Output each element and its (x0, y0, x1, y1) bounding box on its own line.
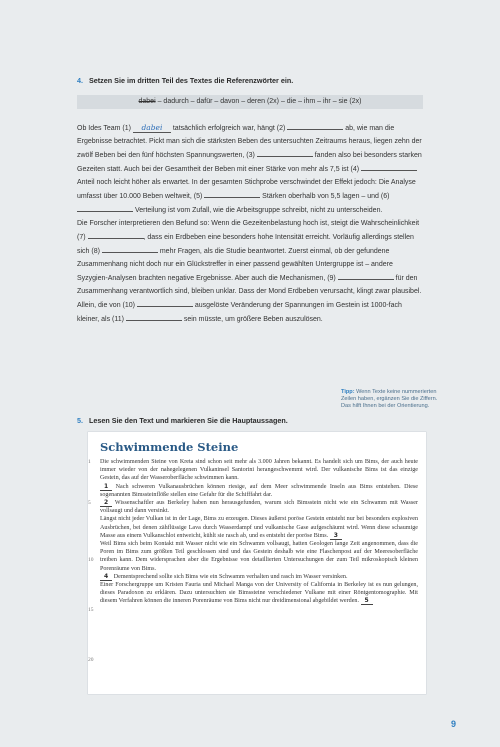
text-segment: Die Forscher interpretieren den Befund so: Wenn die Gezeitenbelastung hoch ist, steigt die Wahrscheinlichkeit (7) (77, 220, 420, 241)
article-paragraph (100, 458, 418, 515)
article-body (100, 458, 418, 606)
article-text: Die schwimmenden Steine von Kreta sind schon seit mehr als 3.000 Jahren bekannt. Es handelt sich um Bims, der auch heute immer wieder von der nahegelegenen Vulkaninsel Santorini herangeschwemmt wird. Der vulkanische Bims ist das einzige Gestein, das auf der Wasseroberfläche schwimmen kann. (100, 459, 418, 482)
text-segment: für den Zusammenhang verantwortlich sind, bleiben unklar. Dass der Mond Erdbeben verursacht, klingt zwar plausibel. Allein, die von (10) (77, 275, 422, 309)
text-segment: tatsächlich erfolgreich war, hängt (2) (170, 125, 288, 132)
gap-7[interactable] (88, 230, 144, 239)
word-bank-words: – dadurch – dafür – davon – deren (2x) – die – ihm – ihr – sie (2x) (155, 98, 362, 105)
exercise-5-heading (77, 416, 288, 425)
section-marker[interactable]: 2 (100, 499, 112, 507)
exercise-4-heading (77, 76, 293, 85)
section-marker[interactable]: 4 (100, 573, 112, 581)
gap-4[interactable] (361, 162, 417, 171)
exercise-5-number: 5. (77, 416, 83, 425)
article-text: Dementsprechend sollte sich Bims wie ein Schwamm verhalten und rasch im Wasser versinken. (112, 573, 348, 580)
line-number: 5 (88, 500, 91, 506)
text-segment: , dass ein Erdbeben eine besonders hohe Intensität erreicht. Vorläufig allerdings stellen sich (8) (77, 234, 414, 255)
tip-text: Wenn Texte keine nummerierten Zeilen haben, ergänzen Sie die Ziffern. Das hilft Ihnen bei der Orientierung. (341, 389, 438, 409)
gap-9[interactable] (338, 271, 394, 280)
text-segment: fanden also bei besonders starken Gezeiten statt. Auch bei der Gesamtheit der Beben mit einer Stärke von mehr als 7,5 ist (4) (77, 152, 422, 173)
text-segment: Ob Ides Team (1) (77, 125, 133, 132)
exercise-4-number: 4. (77, 76, 83, 85)
text-segment: Anteil noch leicht höher als erwartet. In der gesamten Stichprobe verschwindet der Effekt jedoch: Die Analyse umfasst über 10.000 Beben weltweit, (5) (77, 179, 416, 200)
article-paragraph (100, 515, 418, 540)
text-segment: mehr Fragen, als die Studie beantwortet. Zuerst einmal, ob der gefundene Zusammenhang nicht doch nur ein Glückstreffer in einer passend gewählten Untergruppe ist – andere Syzygien-Analysen brachten negative Ergebnisse. Aber auch die Mechanismen, (9) (77, 248, 393, 282)
section-marker[interactable]: 5 (361, 597, 373, 605)
article-title: Schwimmende Steine (100, 440, 239, 454)
exercise-4-paragraph-2 (77, 217, 425, 326)
word-bank (77, 95, 423, 109)
gap-6[interactable] (77, 203, 133, 212)
tip-box (341, 389, 443, 410)
section-marker[interactable]: 3 (330, 532, 342, 540)
gap-11[interactable] (126, 312, 182, 321)
text-segment: ausgelöste Veränderung der Spannungen im Gestein ist 1000-fach kleiner, als (11) (77, 302, 402, 323)
line-number: 20 (88, 657, 94, 663)
tip-label: Tipp: (341, 389, 355, 395)
exercise-4-instruction: Setzen Sie im dritten Teil des Textes die Referenzwörter ein. (89, 76, 294, 85)
line-number: 1 (88, 459, 91, 465)
article-text: Wissenschaftler aus Berkeley haben nun herausgefunden, warum sich Bimsstein nicht wie ein Schwamm mit Wasser vollsaugt und dann versinkt. (100, 500, 418, 515)
exercise-5-instruction: Lesen Sie den Text und markieren Sie die Hauptaussagen. (89, 416, 288, 425)
text-segment: Verteilung ist vom Zufall, wie die Arbeitsgruppe schreibt, nicht zu unterscheiden. (133, 207, 383, 214)
gap-10[interactable] (137, 298, 193, 307)
article-paragraph (100, 540, 418, 581)
text-segment: ab, wie man die Ergebnisse betrachtet. Pickt man sich die stärksten Beben des untersuchten Zeitraums heraus, liegen zehn der zwölf Beben bei den fünf höchsten Spannungswerten, (3) (77, 125, 422, 159)
gap-3[interactable] (257, 148, 313, 157)
gap-2[interactable] (287, 121, 343, 130)
line-number: 15 (88, 607, 94, 613)
text-segment: Stärken oberhalb von 5,5 lagen – und (6) (260, 193, 390, 200)
text-segment: sein müsste, um größere Beben auszulösen. (181, 316, 323, 323)
gap-8[interactable] (102, 244, 158, 253)
line-number: 10 (88, 557, 94, 563)
article-text: Einer Forschergruppe um Kristen Fauria und Michael Manga von der University of California in Berkeley ist es nun gelungen, dieses Paradoxon zu erklären. Dazu untersuchten sie Bimssteine verschiedener Vulkane mit einer Röntgentomographie. Mit diesem Verfahren können die inneren Porenräume von Bims nicht nur dreidimensional abgebildet werden. (100, 582, 418, 605)
handwritten-answer: dabei (133, 124, 171, 133)
exercise-4-paragraph-1 (77, 121, 425, 217)
article-paragraph (100, 581, 418, 606)
word-bank-used-word: dabei (138, 98, 156, 105)
gap-5[interactable] (204, 189, 260, 198)
page-number: 9 (451, 719, 457, 729)
article-text: Weil Bims sich beim Kontakt mit Wasser nicht wie ein Schwamm vollsaugt, hatten Geologen lange Zeit angenommen, dass die Poren im Bims zum größten Teil geschlossen sind und das Gestein deshalb wie eine Flaschenpost auf der Meeresoberfläche treiben kann. Dem widersprachen aber die Ergebnisse von detaillierten Untersuchungen der zum Teil mikroskopisch kleinen Porenräume von Bims. (100, 541, 418, 572)
exercise-4-text (77, 121, 425, 326)
section-marker[interactable]: 1 (100, 483, 112, 491)
article-text: Längst nicht jeder Vulkan ist in der Lage, Bims zu erzeugen. Dieses äußerst poröse Gestein entsteht nur bei besonders explosiven Ausbrüchen, bei denen zähflüssige Lava durch Wasserdampf und vulkanische Gase aufgeschäumt wird. Wenn diese schaumige Masse aus einem Vulkanschlot entweicht, kühlt sie rasch ab, und es entsteht der poröse Bims. (100, 516, 418, 539)
article-text: Nach schweren Vulkanausbrüchen können riesige, auf dem Meer schwimmende Inseln aus Bims entstehen. Diese sogenannten Bimssteinflöße stellen eine Gefahr für die Schifffahrt dar. (100, 483, 418, 498)
